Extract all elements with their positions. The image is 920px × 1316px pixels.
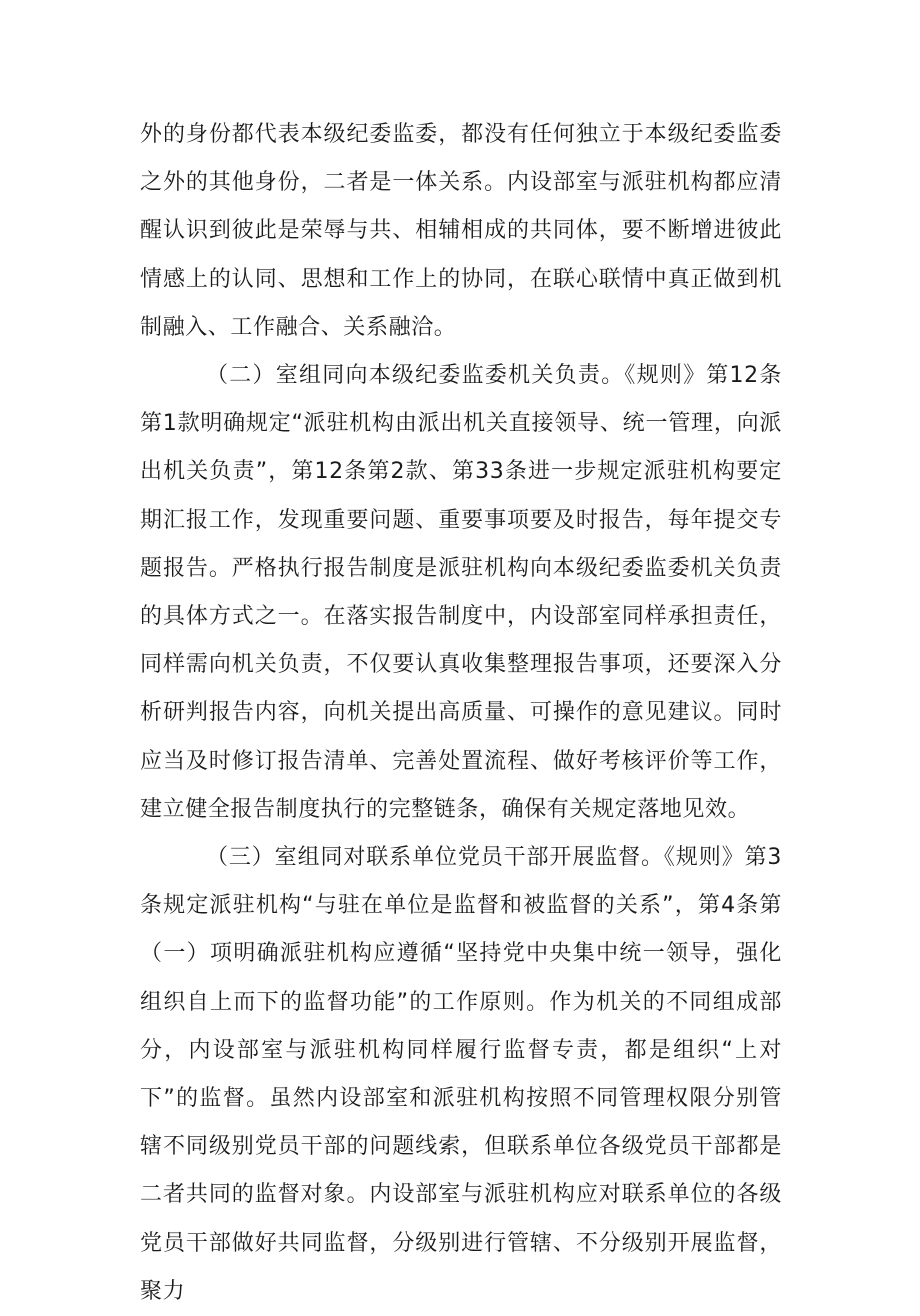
paragraph-section-three: （三）室组同对联系单位党员干部开展监督。《规则》第3条规定派驻机构“与驻在单位是监督和被监督的关系”，第4条第（一）项明确派驻机构应遵循“坚持党中央集中统一领导，强化组织自上而下的监督功能”的工作原则。作为机关的不同组成部分，内设部室与派驻机构同样履行监督专责，都是组织“上对下”的监督。虽然内设部室和派驻机构按照不同管理权限分别管辖不同级别党员干部的问题线索，但联系单位各级党员干部都是二者共同的监督对象。内设部室与派驻机构应对联系单位的各级党员干部做好共同监督，分级别进行管辖、不分级别开展监督，聚力 xyxy=(140,845,782,1304)
paragraph-continuation: 外的身份都代表本级纪委监委，都没有任何独立于本级纪委监委之外的其他身份，二者是一体关系。内设部室与派驻机构都应清醒认识到彼此是荣辱与共、相辅相成的共同体，要不断增进彼此情感上的认同、思想和工作上的协同，在联心联情中真正做到机制融入、工作融合、关系融洽。 xyxy=(140,122,782,340)
paragraph-section-two: （二）室组同向本级纪委监委机关负责。《规则》第12条第1款明确规定“派驻机构由派出机关直接领导、统一管理，向派出机关负责”，第12条第2款、第33条进一步规定派驻机构要定期汇报工作，发现重要问题、重要事项要及时报告，每年提交专题报告。严格执行报告制度是派驻机构向本级纪委监委机关负责的具体方式之一。在落实报告制度中，内设部室同样承担责任，同样需向机关负责，不仅要认真收集整理报告事项，还要深入分析研判报告内容，向机关提出高质量、可操作的意见建议。同时应当及时修订报告清单、完善处置流程、做好考核评价等工作，建立健全报告制度执行的完整链条，确保有关规定落地见效。 xyxy=(140,363,782,822)
document-body xyxy=(140,111,782,1316)
